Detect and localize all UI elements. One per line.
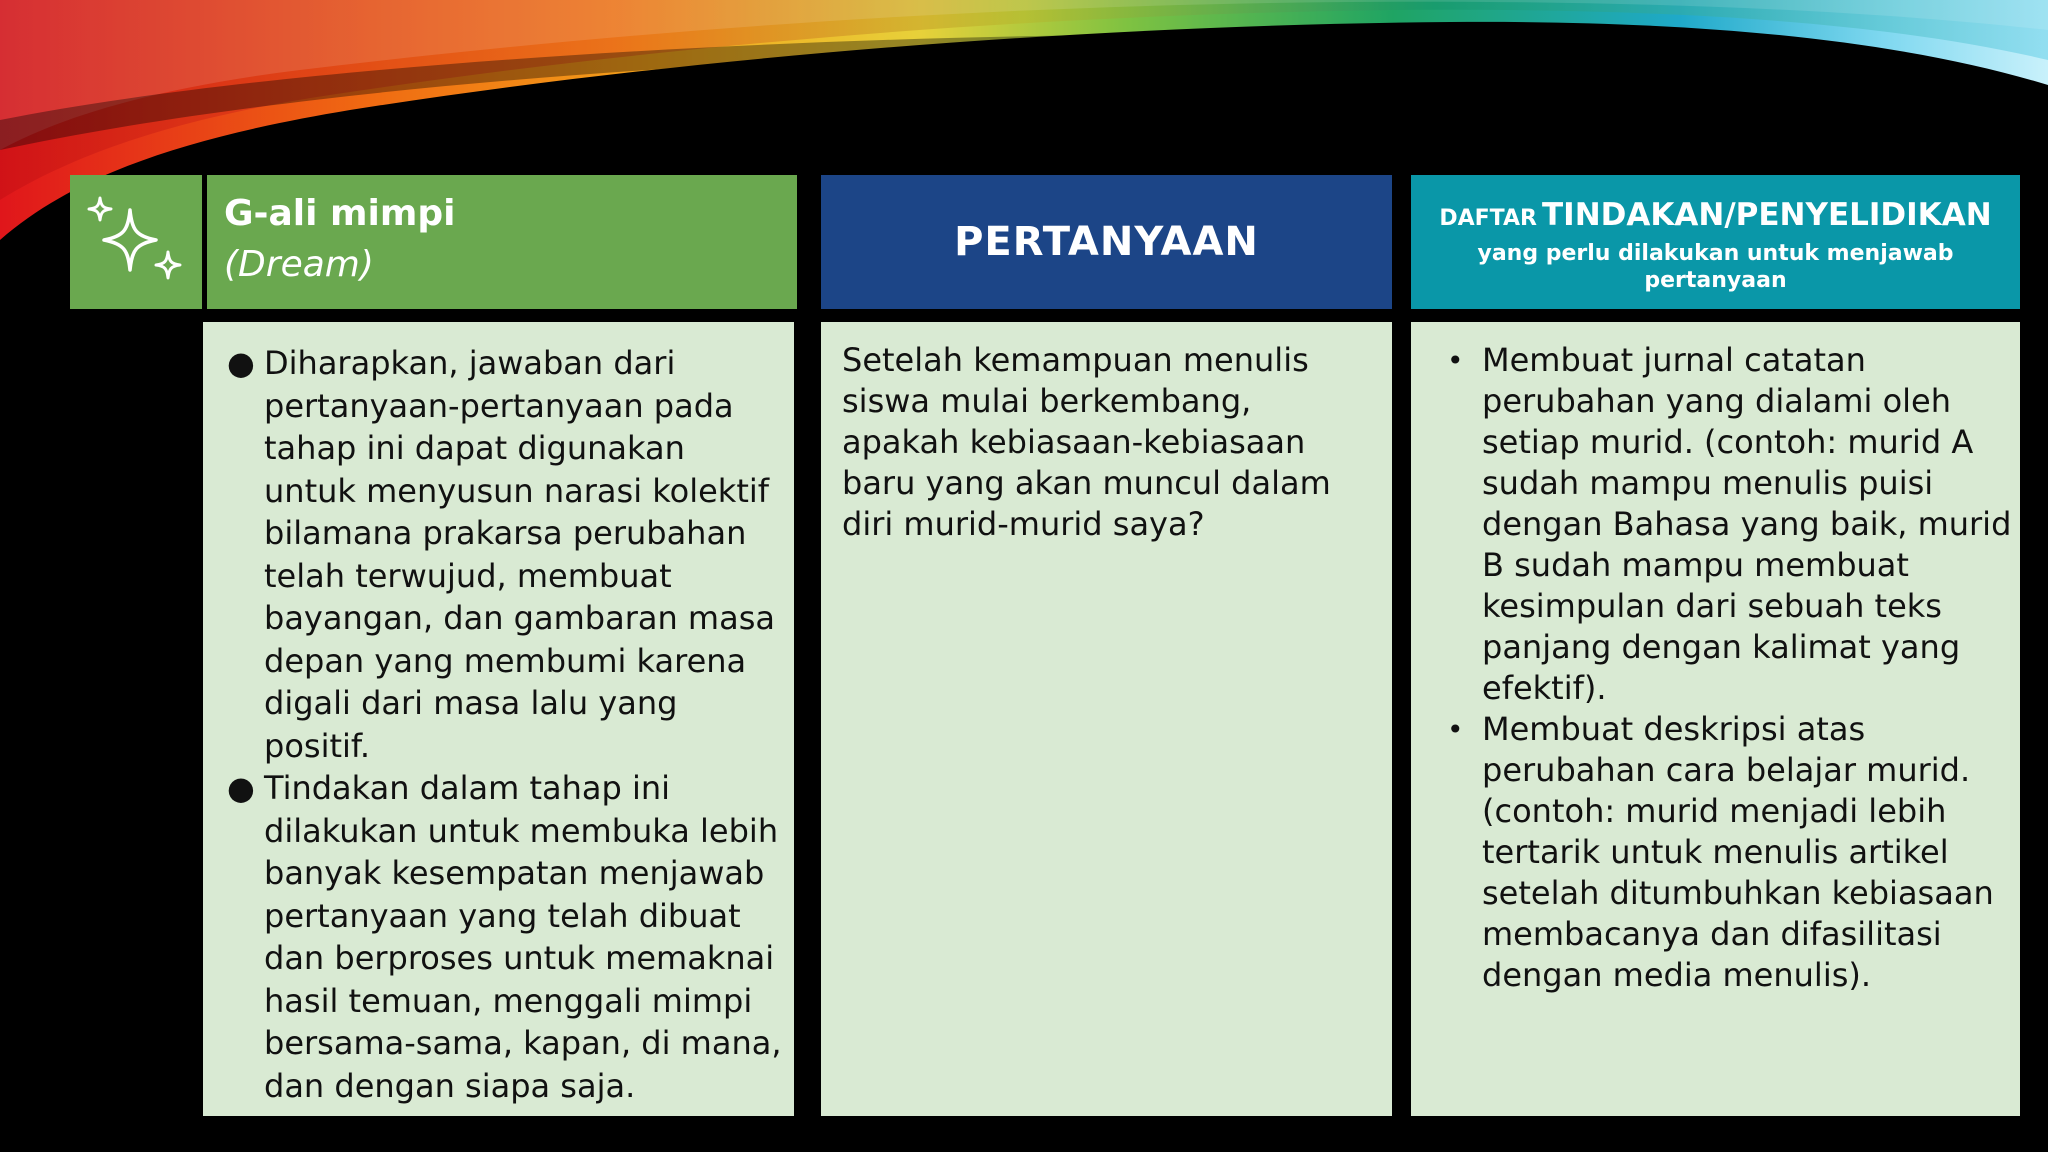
sparkles-icon-box (70, 175, 202, 309)
bullet-dot: • (1447, 713, 1464, 746)
action-header (1411, 175, 2020, 309)
dream-header (207, 175, 797, 309)
list-item: ● Tindakan dalam tahap ini dilakukan untuk membuka lebih banyak kesempatan menjawab pertanyaan yang telah dibuat dan berproses untuk memaknai hasil temuan, menggali mimpi bersama-sama, kapan, di mana, dan dengan siapa saja. (227, 769, 782, 1105)
dream-body (203, 322, 794, 1116)
action-body (1411, 322, 2020, 1116)
list-item: • Membuat jurnal catatan perubahan yang dialami oleh setiap murid. (contoh: murid A sudah mampu menulis puisi dengan Bahasa yang baik, murid B sudah mampu membuat kesimpulan dari sebuah teks panjang dengan kalimat yang efektif). (1447, 341, 2012, 707)
sparkles-icon (86, 196, 186, 288)
list-item: • Membuat deskripsi atas perubahan cara belajar murid. (contoh: murid menjadi lebih tertarik untuk menulis artikel setelah ditumbuhkan kebiasaan membacanya dan difasilitasi dengan media menulis). (1447, 710, 1994, 994)
dream-list (227, 342, 784, 1107)
bullet-dot: ● (227, 769, 255, 807)
action-list (1429, 340, 2012, 996)
question-body (821, 322, 1392, 1116)
dream-title: G-ali mimpi (224, 193, 456, 234)
action-prefix: DAFTAR (1439, 206, 1537, 231)
action-subtitle: yang perlu dilakukan untuk menjawab pertanyaan (1477, 241, 1954, 293)
bullet-dot: ● (227, 344, 255, 382)
dream-subtitle: (Dream) (224, 244, 374, 285)
question-text: Setelah kemampuan menulis siswa mulai berkembang, apakah kebiasaan-kebiasaan baru yang akan muncul dalam diri murid-murid saya? (842, 341, 1331, 543)
action-title: TINDAKAN/PENYELIDIKAN (1542, 197, 1992, 233)
question-title: PERTANYAAN (954, 219, 1259, 265)
question-header (821, 175, 1392, 309)
bullet-dot: • (1447, 344, 1464, 377)
list-item: ● Diharapkan, jawaban dari pertanyaan-pertanyaan pada tahap ini dapat digunakan untuk menyusun narasi kolektif bilamana prakarsa perubahan telah terwujud, membuat bayangan, dan gambaran masa depan yang membumi karena digali dari masa lalu yang positif. (227, 344, 775, 765)
